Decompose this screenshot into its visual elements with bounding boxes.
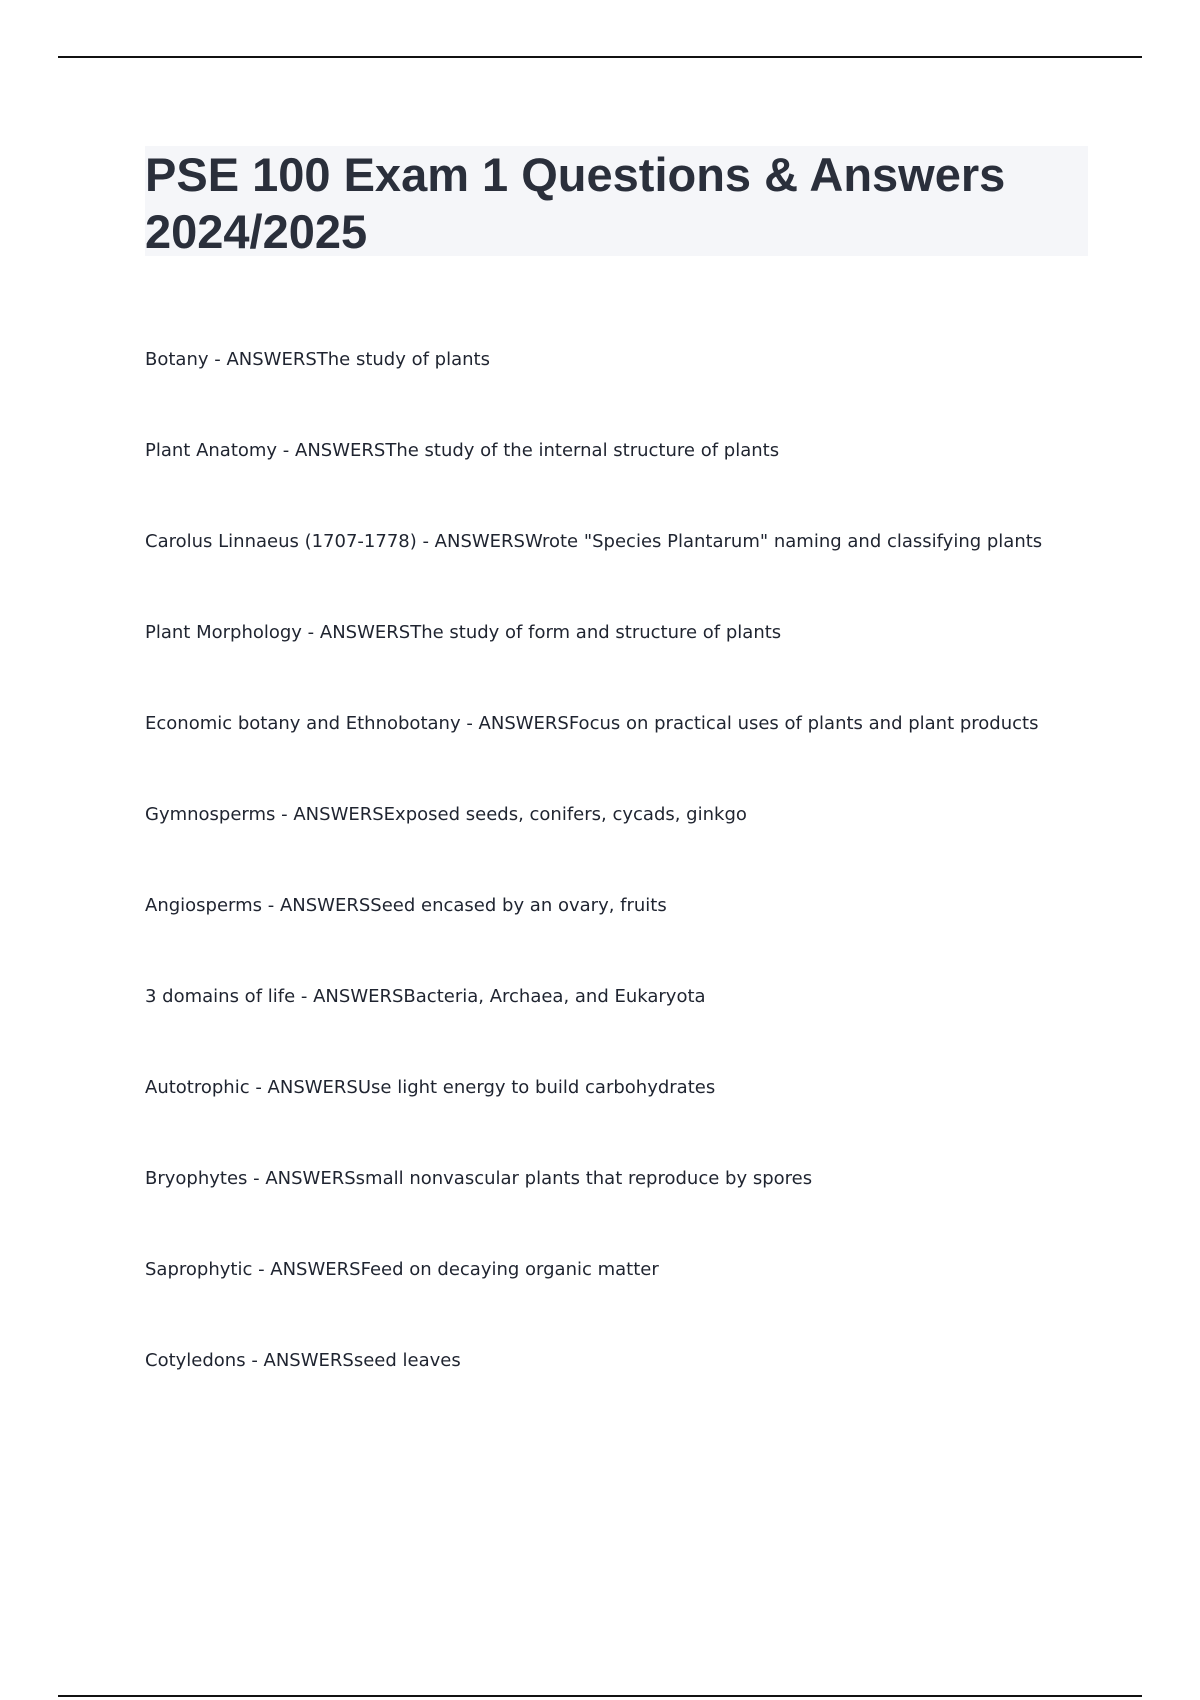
qa-item: Economic botany and Ethnobotany - ANSWERSFocus on practical uses of plants and plant products — [145, 713, 1039, 734]
qa-item: Botany - ANSWERSThe study of plants — [145, 349, 490, 370]
qa-list — [145, 348, 1105, 1440]
qa-item: Saprophytic - ANSWERSFeed on decaying organic matter — [145, 1259, 659, 1280]
qa-item: 3 domains of life - ANSWERSBacteria, Archaea, and Eukaryota — [145, 986, 706, 1007]
bottom-rule — [58, 1695, 1142, 1697]
qa-item: Cotyledons - ANSWERSseed leaves — [145, 1350, 461, 1371]
qa-item: Gymnosperms - ANSWERSExposed seeds, conifers, cycads, ginkgo — [145, 804, 747, 825]
page-title: PSE 100 Exam 1 Questions & Answers 2024/2025 — [145, 148, 1006, 258]
title-banner — [145, 146, 1088, 256]
qa-item: Plant Anatomy - ANSWERSThe study of the internal structure of plants — [145, 440, 780, 461]
top-rule — [58, 56, 1142, 58]
qa-item: Autotrophic - ANSWERSUse light energy to build carbohydrates — [145, 1077, 716, 1098]
qa-item: Bryophytes - ANSWERSsmall nonvascular plants that reproduce by spores — [145, 1168, 813, 1189]
qa-item: Angiosperms - ANSWERSSeed encased by an ovary, fruits — [145, 895, 667, 916]
qa-item: Plant Morphology - ANSWERSThe study of form and structure of plants — [145, 622, 782, 643]
qa-item: Carolus Linnaeus (1707-1778) - ANSWERSWrote "Species Plantarum" naming and classifying plants — [145, 531, 1043, 552]
